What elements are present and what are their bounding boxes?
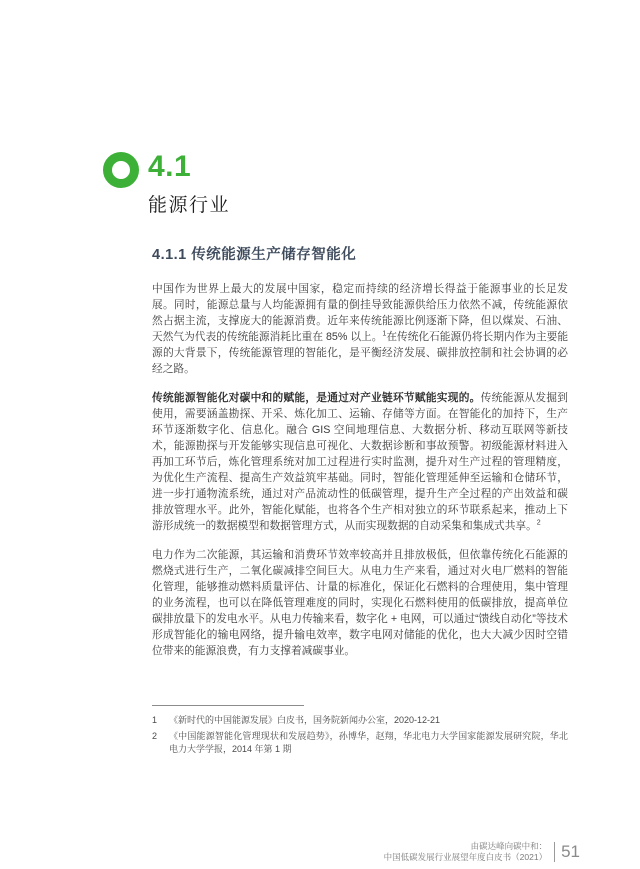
paragraph-2-bold-lead: 传统能源智能化对碳中和的赋能，是通过对产业链环节赋能实现的。	[152, 392, 481, 404]
section-ring-icon	[103, 152, 139, 188]
paragraph-3-text: 电力作为二次能源，其运输和消费环节效率较高并且排放极低，但依靠传统化石能源的燃烧式进行生产，二氧化碳减排空间巨大。从电力生产来看，通过对火电厂燃料的智能化管理，能够推动燃料质量评估、计量的标准化，保证化石燃料的合理使用，集中管理的业务流程，也可以在降低管理难度的同时，实现化石燃料使用的低碳排放，提高单位碳排放量下的发电水平。从电力传输来看，数字化 + 电网，可以通过“馈线自动化”等技术形成智能化的输电网络，提升输电效率，数字电网对储能的优化，也大大减少因时空错位带来的能源浪费，有力支撑着减碳事业。	[152, 549, 568, 657]
section-number: 4.1	[148, 150, 192, 183]
footer-title-line1: 由碳达峰向碳中和：	[470, 841, 548, 851]
footer-title-line2: 中国低碳发展行业展望年度白皮书（2021）	[383, 852, 548, 862]
footnote-2-text: 《中国能源智能化管理现状和发展趋势》，孙博华，赵翔，华北电力大学国家能源发展研究院，华北电力大学学报，2014 年第 1 期	[169, 730, 568, 754]
footnote-1-number: 1	[152, 715, 158, 725]
paragraph-3	[152, 547, 568, 659]
section-header	[103, 150, 230, 217]
paragraph-1-text: 中国作为世界上最大的发展中国家，稳定而持续的经济增长得益于能源事业的长足发展。同时，能源总量与人均能源拥有量的倒挂导致能源供给压力依然不减，传统能源依然占据主流，支撑庞大的能源消费。近年来传统能源比例逐渐下降，但以煤炭、石油、天然气为代表的传统能源消耗比重在 85% 以上。	[152, 283, 568, 343]
footnote-divider	[152, 705, 304, 706]
page-footer	[384, 841, 580, 863]
subsection-title: 4.1.1 传统能源生产储存智能化	[152, 247, 357, 263]
section-text-block	[148, 150, 230, 217]
footnote-2	[152, 730, 568, 757]
footnote-1	[152, 714, 568, 728]
footnote-ref-2: 2	[536, 519, 541, 527]
content-column	[152, 243, 568, 759]
footer-divider	[554, 842, 555, 862]
paragraph-1-text-cont: 在传统化石能源仍将长期内作为主要能源的大背景下，传统能源管理的智能化，是平衡经济发展、碳排放控制和社会协调的必经之路。	[152, 331, 569, 375]
footnote-1-text: 《新时代的中国能源发展》白皮书，国务院新闻办公室，2020-12-21	[169, 715, 441, 725]
section-title: 能源行业	[148, 195, 231, 216]
paragraph-2-text: 传统能源从发掘到使用，需要涵盖勘探、开采、炼化加工、运输、存储等方面。在智能化的加持下，生产环节逐渐数字化、信息化。融合 GIS 空间地理信息、大数据分析、移动互联网等新技术，能源勘探与开发能够实现信息可视化、大数据诊断和事故预警。初级能源材料进入再加工环节后，炼化管理系统对加工过程进行实时监测，提升对生产过程的管理精度，为优化生产流程、提高生产效益筑牢基础。同时，智能化管理延伸至运输和仓储环节，进一步打通物流系统，通过对产品流动性的低碳管理，提升生产全过程的产出效益和碳排放管理水平。此外，智能化赋能，也将各个生产相对独立的环节联系起来，推动上下游形成统一的数据模型和数据管理方式，从而实现数据的自动采集和集成式共享。	[152, 392, 568, 532]
paragraph-1	[152, 281, 568, 377]
paragraph-2	[152, 390, 568, 534]
footnote-2-number: 2	[152, 730, 158, 741]
footnote-ref-1: 1	[382, 330, 387, 338]
page-number: 51	[561, 842, 580, 861]
footer-title	[384, 841, 547, 863]
